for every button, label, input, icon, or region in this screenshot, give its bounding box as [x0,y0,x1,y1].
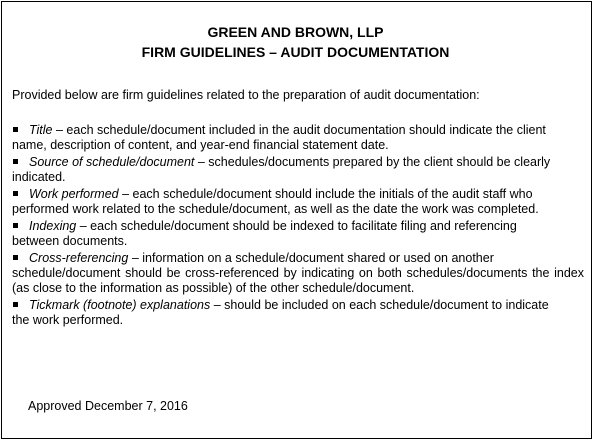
bullet-icon [13,127,18,132]
guideline-text: – each schedule/document should include the initials of the audit staff who [118,187,533,201]
guideline-text: – information on a schedule/document shared or used on another [128,251,494,265]
guideline-term: Indexing [29,219,77,233]
guideline-text-continued: schedule/document should be cross-referenced by indicating on both schedules/documents the index (as close to the information as possible) of the other schedule/document. [12,266,584,295]
guideline-work-performed [12,187,584,217]
document-title: FIRM GUIDELINES – AUDIT DOCUMENTATION [141,44,450,60]
bullet-icon [13,191,18,196]
guideline-term: Title [29,123,53,137]
guideline-term: Tickmark (footnote) explanations [29,298,211,312]
guideline-source [12,155,584,185]
bullet-icon [13,302,18,307]
guideline-text: – each schedule/document should be indexed to facilitate filing and referencing [76,219,517,233]
bullet-icon [13,159,18,164]
guideline-text: – should be included on each schedule/document to indicate [210,298,549,312]
guideline-text-continued: performed work related to the schedule/document, as well as the date the work was completed. [12,202,539,216]
guideline-text: – each schedule/document included in the audit documentation should indicate the client [52,123,546,137]
guideline-text-continued: name, description of content, and year-end financial statement date. [12,138,389,152]
guideline-text-continued: the work performed. [12,313,124,327]
intro-text: Provided below are firm guidelines related to the preparation of audit documentation: [12,88,480,102]
guideline-text-continued: between documents. [12,234,128,248]
guideline-cross-referencing [12,251,584,296]
firm-name: GREEN AND BROWN, LLP [207,24,384,40]
guideline-term: Source of schedule/document [29,155,195,169]
bullet-icon [13,223,18,228]
guideline-tickmark [12,298,584,328]
guideline-term: Cross-referencing [29,251,129,265]
guideline-indexing [12,219,584,249]
guideline-title [12,123,584,153]
guideline-text: – schedules/documents prepared by the client should be clearly [194,155,551,169]
guideline-term: Work performed [29,187,119,201]
bullet-icon [13,255,18,260]
guideline-text-continued: indicated. [12,170,66,184]
guidelines-list [12,123,584,330]
approval-date: Approved December 7, 2016 [28,399,188,413]
